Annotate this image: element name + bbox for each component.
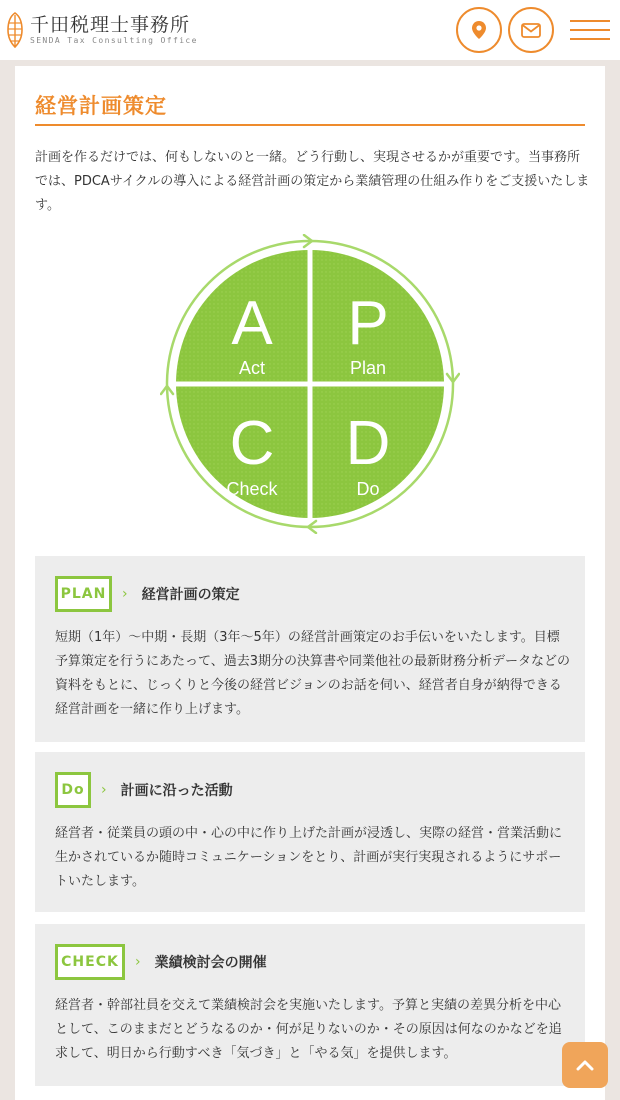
logo-subtitle: SENDA Tax Consulting Office [30,36,198,45]
contact-mail-button[interactable] [508,7,554,53]
map-pin-icon [472,21,486,39]
step-box-plan [35,556,585,742]
chevron-up-icon [576,1059,594,1071]
quadrant-label: Act [238,358,266,378]
step-text: 経営者・従業員の頭の中・心の中に作り上げた計画が浸透し、実際の経営・営業活動に生かされているか随時コミュニケーションをとり、計画が実行実現されるようにサポートいたします。 [55,826,563,889]
chevron-right-icon: › [101,782,107,798]
step-box-check [35,924,585,1086]
step-tag: PLAN [55,576,112,612]
logo-name: 千田税理士事務所 [30,14,191,36]
chevron-right-icon: › [135,954,141,970]
site-logo[interactable] [6,12,198,48]
intro-text: 計画を作るだけでは、何もしないのと一緒。どう行動し、実現させるかが重要です。当事務所では、PDCAサイクルの導入による経営計画の策定から業績管理の仕組み作りをご支援いたします。 [35,150,590,213]
access-map-button[interactable] [456,7,502,53]
quadrant-label: Check [226,479,278,499]
quadrant-letter: C [229,409,275,478]
site-header [0,0,620,60]
step-box-do [35,752,585,912]
step-title: 経営計画の策定 [141,587,240,603]
hamburger-menu-icon[interactable] [570,20,610,40]
quadrant-label: Do [356,479,380,499]
quadrant-letter: A [231,289,273,358]
page-title: 経営計画策定 [35,94,167,118]
step-tag: Do [55,772,91,808]
chevron-right-icon: › [122,586,128,602]
step-text: 短期（1年）～中期・長期（3年～5年）の経営計画策定のお手伝いをいたします。目標予算策定を行うにあたって、過去3期分の決算書や同業他社の最新財務分析データなどの資料をもとに、じっくりと今後の経営ビジョンのお話を伺い、経営者自身が納得できる経営計画を一緒に作り上げます。 [55,630,571,717]
quadrant-label: Plan [349,358,387,378]
logo-icon [6,12,24,48]
title-divider [35,124,585,126]
quadrant-letter: P [347,289,389,358]
step-title: 計画に沿った活動 [120,783,233,799]
step-tag: CHECK [55,944,125,980]
back-to-top-button[interactable] [562,1042,608,1088]
pdca-cycle-diagram [160,234,460,534]
step-text: 経営者・幹部社員を交えて業績検討会を実施いたします。予算と実績の差異分析を中心として、このままだとどうなるのか・何が足りないのか・その原因は何なのかなどを追求して、明日から行動すべき「気づき」と「やる気」を提供します。 [55,998,562,1061]
step-title: 業績検討会の開催 [154,955,267,971]
mail-icon [521,23,541,38]
quadrant-letter: D [345,409,391,478]
content-card [15,66,605,1100]
